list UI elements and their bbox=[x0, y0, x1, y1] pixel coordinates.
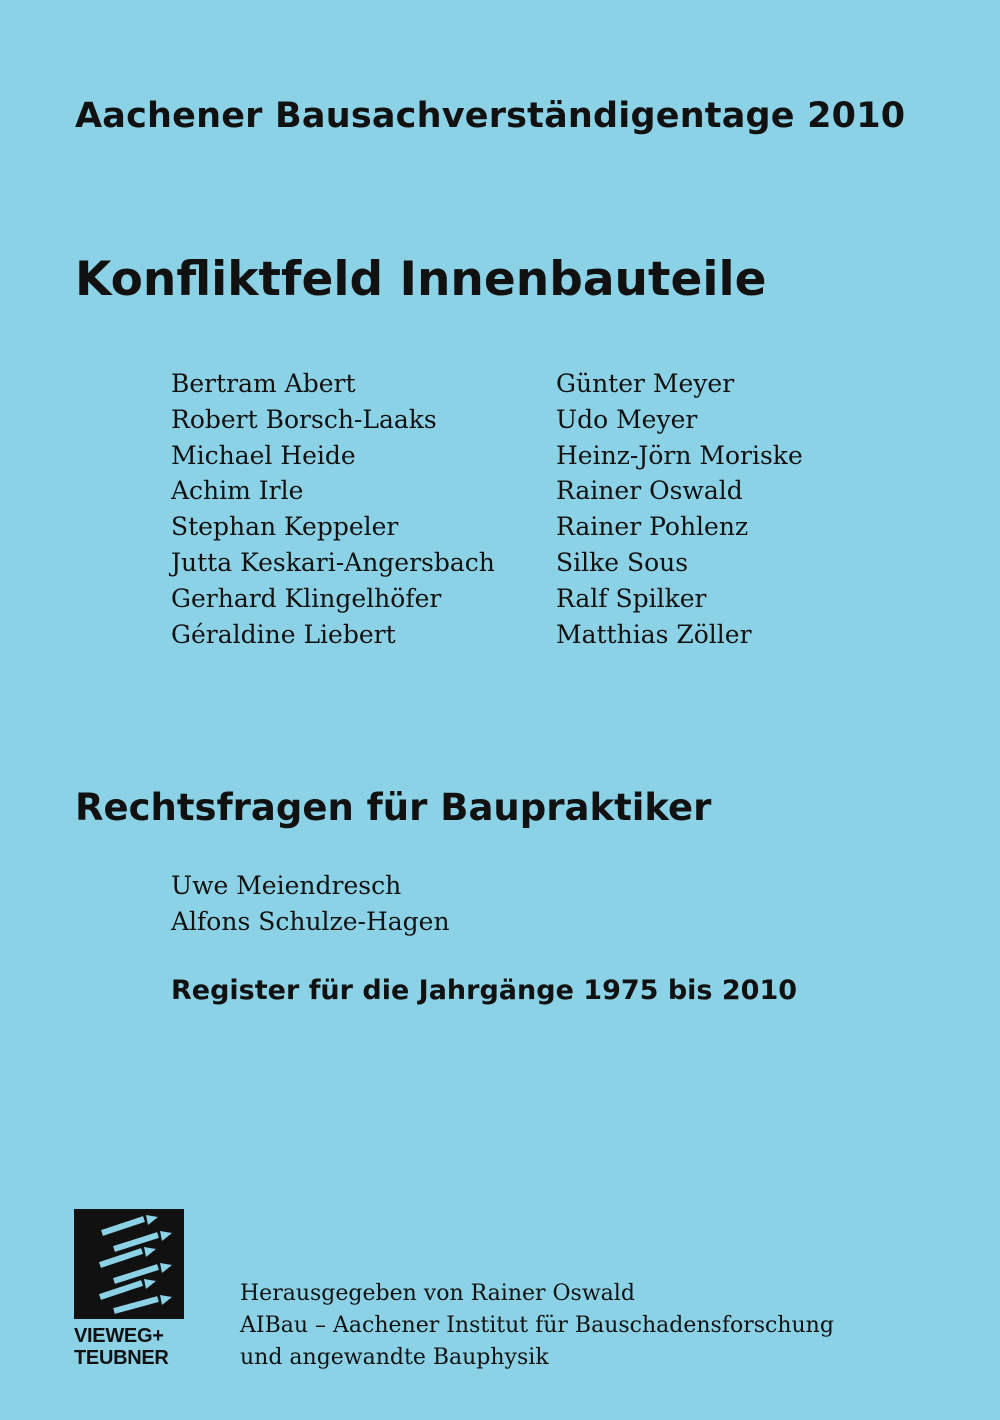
vieweg-teubner-logo-icon bbox=[74, 1209, 184, 1319]
author-name: Günter Meyer bbox=[556, 369, 735, 398]
publisher-line: Herausgegeben von Rainer Oswald bbox=[240, 1281, 635, 1306]
author-name: Alfons Schulze-Hagen bbox=[171, 907, 450, 936]
author-name: Udo Meyer bbox=[556, 404, 698, 434]
author-name: Ralf Spilker bbox=[556, 583, 707, 613]
section2-authors bbox=[171, 868, 450, 940]
publisher-logo bbox=[74, 1209, 186, 1369]
register-subtitle: Register für die Jahrgänge 1975 bis 2010 bbox=[171, 975, 798, 1006]
author-name: Robert Borsch-Laaks bbox=[171, 404, 437, 434]
author-name: Jutta Keskari-Angersbach bbox=[171, 547, 495, 577]
authors-right-column bbox=[556, 366, 803, 652]
author-name: Géraldine Liebert bbox=[171, 619, 396, 649]
author-name: Achim Irle bbox=[171, 476, 304, 506]
authors-left-column bbox=[171, 366, 495, 652]
author-name: Michael Heide bbox=[171, 440, 356, 470]
author-name: Stephan Keppeler bbox=[171, 512, 399, 542]
publisher-line: und angewandte Bauphysik bbox=[240, 1345, 549, 1370]
logo-line-2: TEUBNER bbox=[74, 1347, 169, 1369]
author-name: Bertram Abert bbox=[171, 369, 356, 398]
author-name: Heinz-Jörn Moriske bbox=[556, 440, 803, 470]
author-name: Rainer Pohlenz bbox=[556, 512, 749, 542]
publisher-line: AIBau – Aachener Institut für Bauschadensforschung bbox=[240, 1313, 834, 1338]
publisher-info bbox=[240, 1278, 834, 1374]
section-title-rechtsfragen: Rechtsfragen für Baupraktiker bbox=[75, 786, 712, 829]
main-title: Konfliktfeld Innenbauteile bbox=[75, 252, 767, 307]
author-name: Rainer Oswald bbox=[556, 476, 743, 506]
author-name: Gerhard Klingelhöfer bbox=[171, 583, 442, 613]
logo-line-1: VIEWEG+ bbox=[74, 1325, 164, 1347]
author-name: Silke Sous bbox=[556, 547, 689, 577]
author-name: Uwe Meiendresch bbox=[171, 871, 402, 900]
series-title: Aachener Bausachverständigentage 2010 bbox=[75, 96, 906, 136]
author-name: Matthias Zöller bbox=[556, 619, 752, 649]
